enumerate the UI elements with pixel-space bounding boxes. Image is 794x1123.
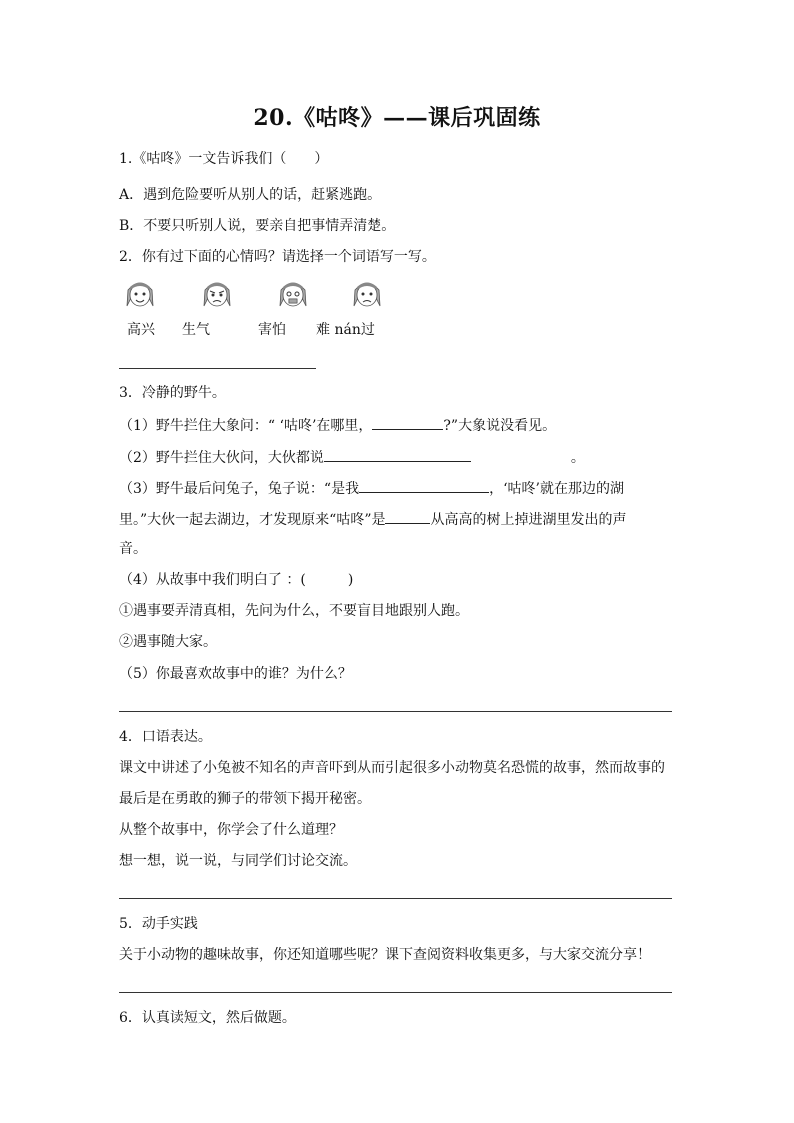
- q3-part3-text-a: （3）野牛最后问兔子，兔子说：“是我: [119, 481, 360, 497]
- q3-option-1: ①遇事要弄清真相，先问为什么，不要盲目地跟别人跑。: [119, 603, 469, 619]
- q4-line-3: 从整个故事中，你学会了什么道理？: [119, 822, 343, 838]
- q3-part3-line1: [119, 477, 624, 499]
- q4-title: 4．口语表达。: [119, 729, 212, 745]
- q3-part1-text-a: （1）野牛拦住大象问：“ ‘咕咚’在哪里，: [119, 418, 373, 434]
- q4-line-4: 想一想，说一说，与同学们讨论交流。: [119, 853, 357, 869]
- q4-answer-line[interactable]: [119, 898, 672, 899]
- q3-title: 3．冷静的野牛。: [119, 385, 226, 401]
- q2-stem: 2．你有过下面的心情吗？请选择一个词语写一写。: [119, 249, 436, 265]
- q3-part3-text-b: ，‘咕咚’就在那边的湖: [489, 481, 624, 497]
- q3-part2-blank[interactable]: [324, 446, 471, 462]
- emotion-faces: [119, 276, 399, 316]
- emotion-label-sad: 难 nán过: [316, 322, 375, 338]
- q3-part3-text-d: 从高高的树上掉进湖里发出的声: [430, 512, 627, 528]
- q5-line-1: 关于小动物的趣味故事，你还知道哪些呢？课下查阅资料收集更多，与大家交流分享！: [119, 947, 651, 963]
- emotion-label-scared: 害怕: [258, 322, 286, 338]
- angry-girl-icon: [200, 276, 234, 312]
- q3-part3-text-c: 里。”大伙一起去湖边，才发现原来“咕咚”是: [119, 512, 386, 528]
- q3-part3-blank1[interactable]: [359, 477, 489, 493]
- q3-part3-line2: [119, 508, 626, 530]
- q5-answer-line[interactable]: [119, 992, 672, 993]
- sad-girl-icon: [350, 276, 384, 312]
- emotion-label-happy: 高兴: [127, 322, 155, 338]
- happy-girl-icon: [123, 276, 157, 312]
- q3-part4: （4）从故事中我们明白了 ：( ): [119, 572, 354, 588]
- q1-option-b: B．不要只听别人说，要亲自把事情弄清楚。: [119, 218, 396, 234]
- q3-part2-text-a: （2）野牛拦住大伙问，大伙都说: [119, 450, 324, 466]
- q2-answer-line[interactable]: [119, 368, 316, 369]
- scared-girl-icon: [276, 276, 310, 312]
- q5-title: 5．动手实践: [119, 916, 198, 932]
- q3-part3-line3: 音。: [119, 541, 147, 557]
- q3-part5: （5）你最喜欢故事中的谁？为什么？: [119, 666, 352, 682]
- q4-line-2: 最后是在勇敢的狮子的带领下揭开秘密。: [119, 791, 371, 807]
- q1-option-a: A．遇到危险要听从别人的话，赶紧逃跑。: [119, 187, 382, 203]
- q6-title: 6．认真读短文，然后做题。: [119, 1010, 296, 1026]
- q3-answer-line[interactable]: [119, 711, 672, 712]
- q4-line-1: 课文中讲述了小兔被不知名的声音吓到从而引起很多小动物莫名恐慌的故事，然而故事的: [119, 760, 665, 776]
- q1-stem: 1.《咕咚》一文告诉我们（ ）: [119, 151, 329, 167]
- q3-part1-text-b: ?”大象说没看见。: [443, 418, 557, 434]
- q3-option-2: ②遇事随大家。: [119, 634, 217, 650]
- q3-part1: [119, 414, 556, 436]
- q3-part3-blank2[interactable]: [385, 508, 430, 524]
- page-title: 20.《咕咚》——课后巩固练: [253, 105, 541, 131]
- q3-part2-text-b: 。: [570, 450, 585, 466]
- emotion-label-angry: 生气: [182, 322, 210, 338]
- q3-part1-blank[interactable]: [372, 414, 443, 430]
- q3-part2: [119, 446, 585, 468]
